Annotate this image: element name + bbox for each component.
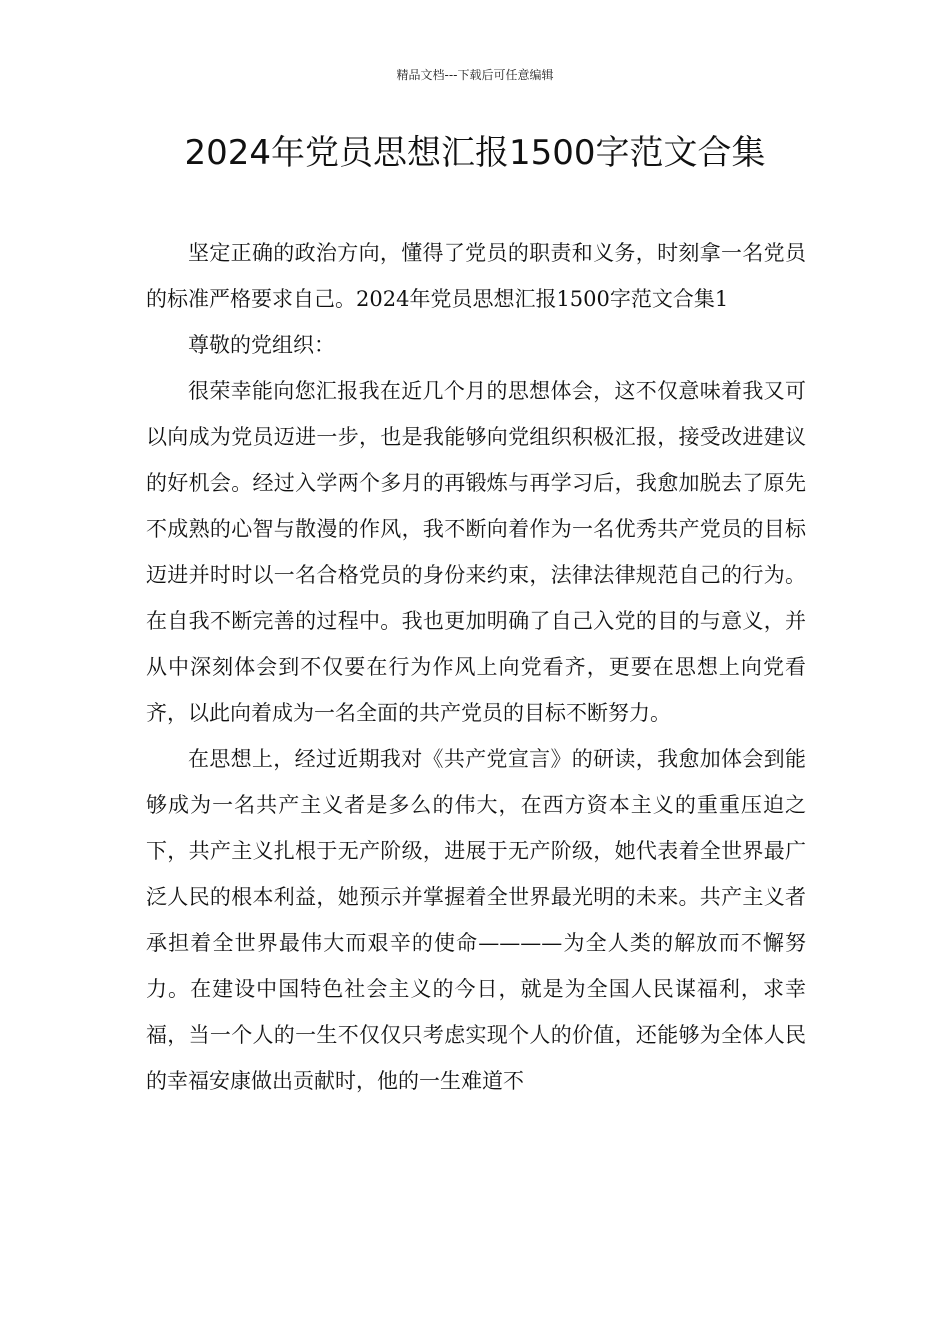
paragraph-salutation: 尊敬的党组织：	[188, 333, 335, 357]
header-note: 精品文档---下载后可任意编辑	[396, 68, 554, 82]
paragraph-body-2: 在思想上，经过近期我对《共产党宣言》的研读，我愈加体会到能够成为一名共产主义者是多么的伟大，在西方资本主义的重重压迫之下，共产主义扎根于无产阶级，进展于无产阶级，她代表着全世界最广泛人民的根本利益，她预示并掌握着全世界最光明的未来。共产主义者承担着全世界最伟大而艰辛的使命————为全人类的解放而不懈努力。在建设中国特色社会主义的今日，就是为全国人民谋福利，求幸福，当一个人的一生不仅仅只考虑实现个人的价值，还能够为全体人民的幸福安康做出贡献时，他的一生难道不	[146, 747, 806, 1093]
paragraph-intro: 坚定正确的政治方向，懂得了党员的职责和义务，时刻拿一名党员的标准严格要求自己。2024年党员思想汇报1500字范文合集1	[146, 241, 806, 311]
paragraph-body-1: 很荣幸能向您汇报我在近几个月的思想体会，这不仅意味着我又可以向成为党员迈进一步，也是我能够向党组织积极汇报，接受改进建议的好机会。经过入学两个多月的再锻炼与再学习后，我愈加脱去了原先不成熟的心智与散漫的作风，我不断向着作为一名优秀共产党员的目标迈进并时时以一名合格党员的身份来约束，法律法律规范自己的行为。在自我不断完善的过程中。我也更加明确了自己入党的目的与意义，并从中深刻体会到不仅要在行为作风上向党看齐，更要在思想上向党看齐，以此向着成为一名全面的共产党员的目标不断努力。	[146, 379, 806, 725]
document-body	[146, 230, 806, 1104]
document-title: 2024年党员思想汇报1500字范文合集	[184, 133, 766, 173]
